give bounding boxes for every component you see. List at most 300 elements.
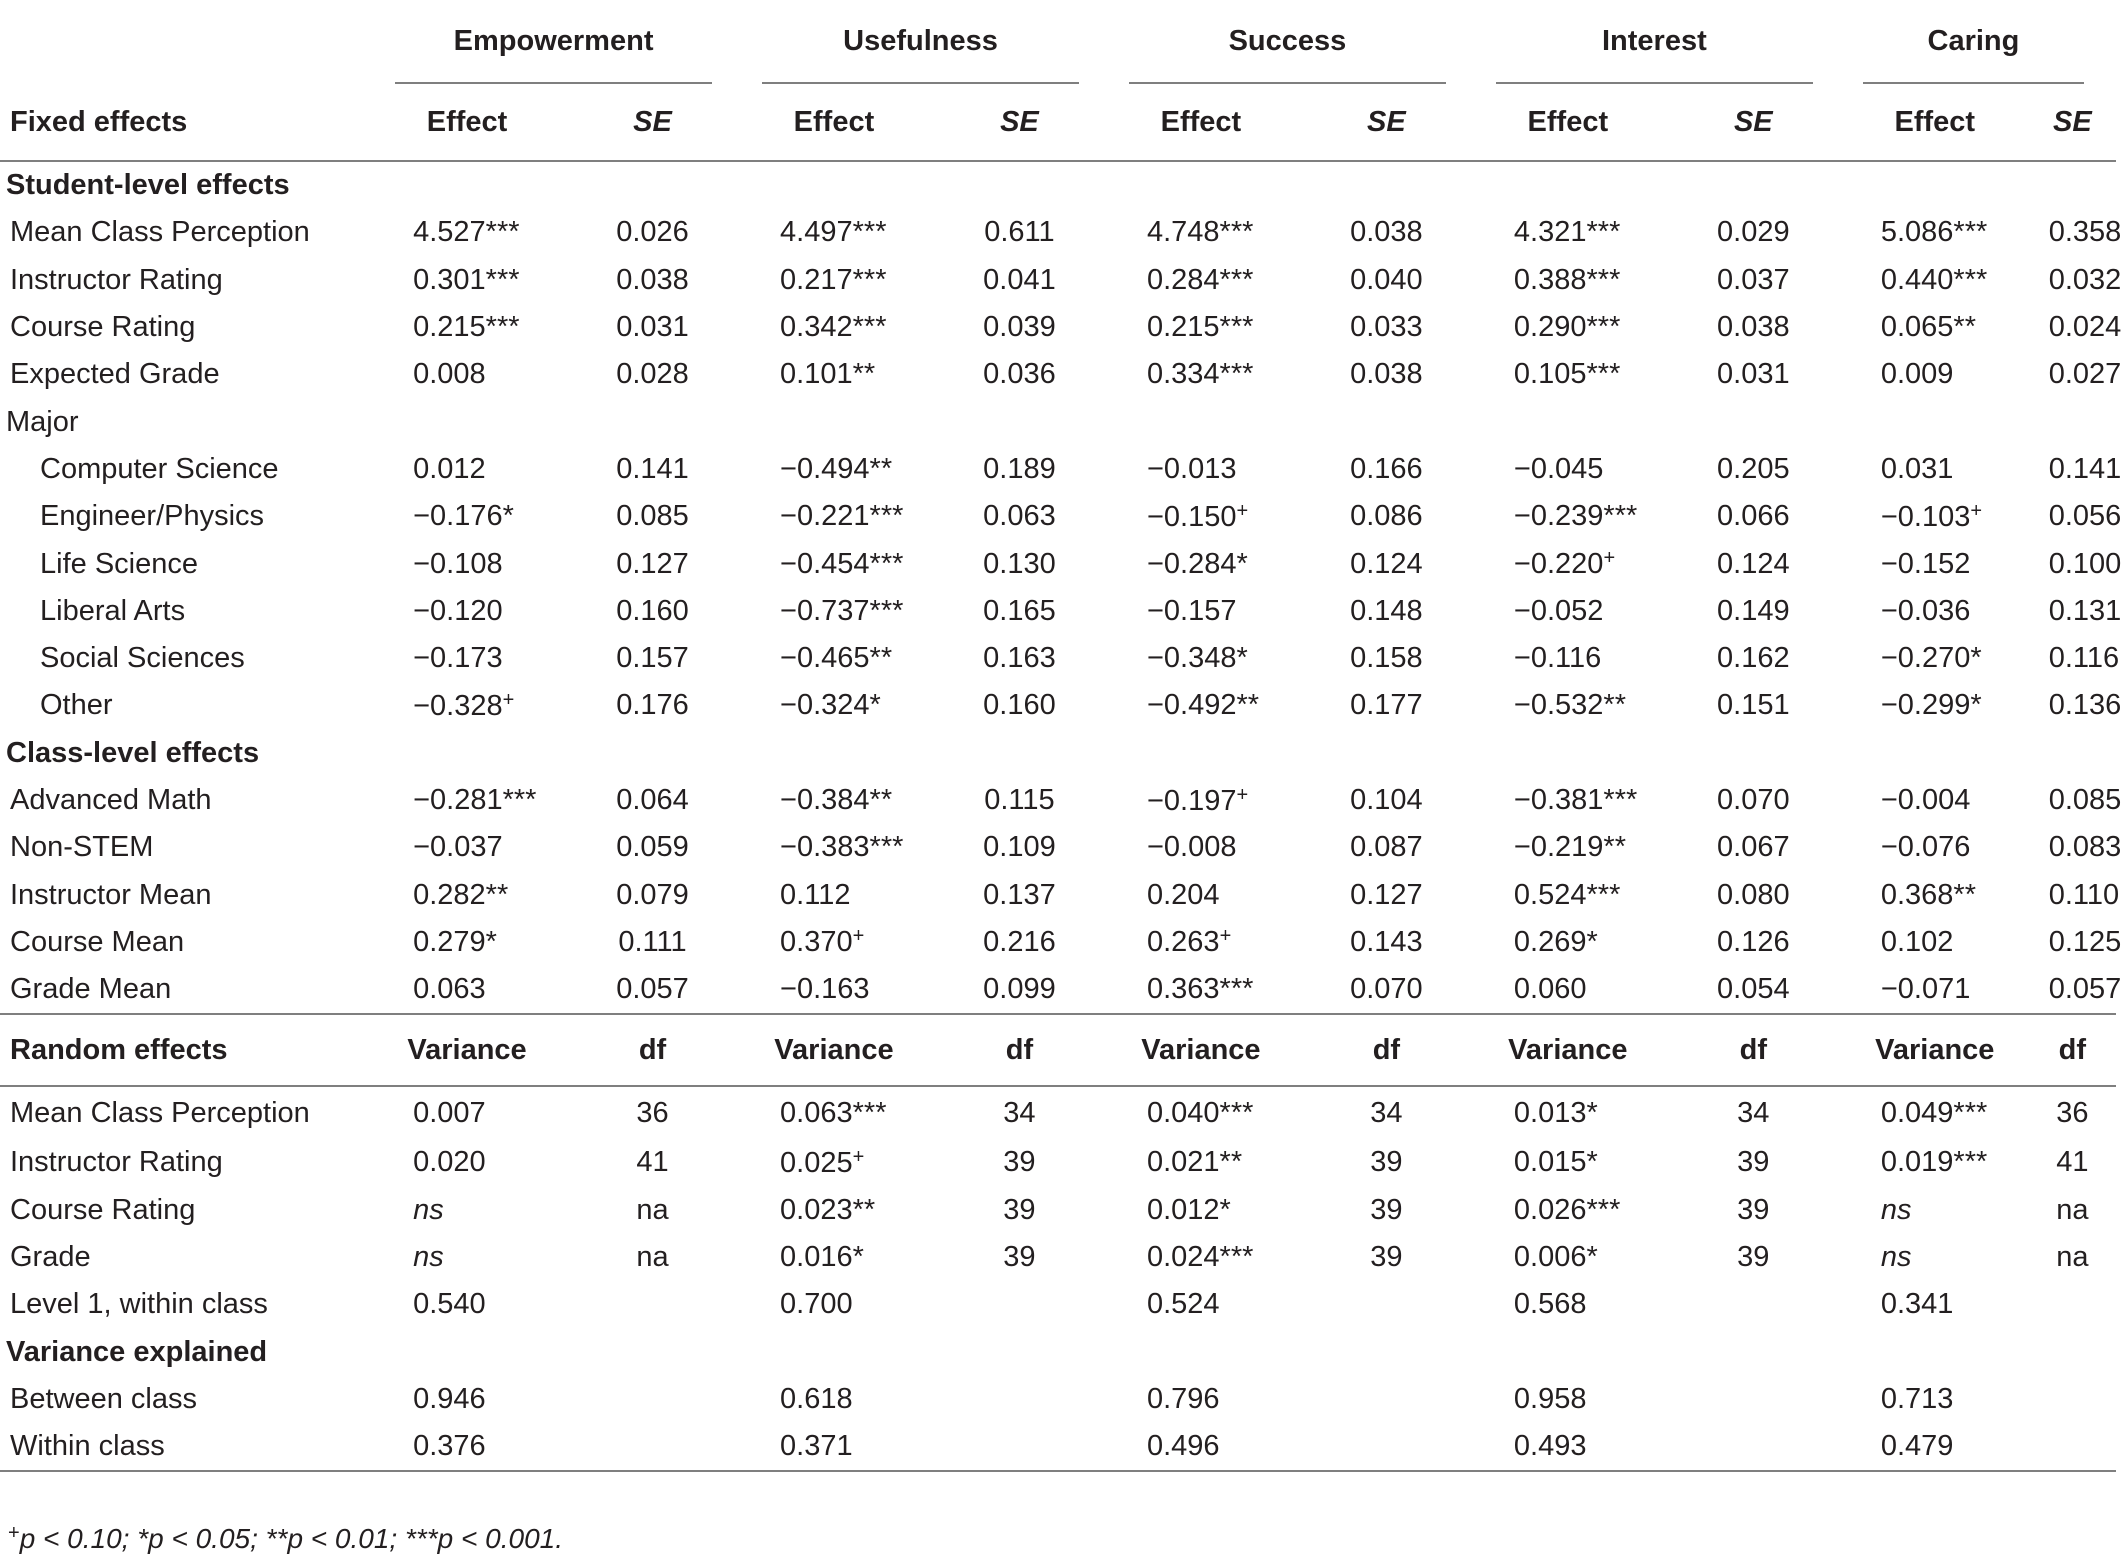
secondary-cell: 36 xyxy=(636,1096,669,1129)
empty-cell xyxy=(2049,730,2116,777)
value-cell: 0.013* xyxy=(1513,1096,1598,1129)
df-column-header: df xyxy=(2049,1014,2116,1086)
secondary-cell: 0.124 xyxy=(1350,547,1423,580)
value-cell: −0.103+ xyxy=(1880,499,1983,533)
value-cell: −0.008 xyxy=(1146,831,1237,864)
value-cell: 0.713 xyxy=(1880,1382,1954,1415)
value-cell: 0.204 xyxy=(1146,878,1220,911)
secondary-cell: 0.070 xyxy=(1350,973,1423,1006)
secondary-cell: 0.059 xyxy=(616,831,689,864)
table-row xyxy=(0,493,2116,540)
row-label: Level 1, within class xyxy=(10,1288,268,1321)
secondary-cell: 0.163 xyxy=(983,642,1056,675)
secondary-cell: 0.110 xyxy=(2048,878,2120,911)
secondary-cell: 41 xyxy=(636,1146,669,1179)
secondary-cell: 39 xyxy=(1370,1146,1403,1179)
empty-cell xyxy=(1111,730,1315,777)
value-cell: −0.219** xyxy=(1513,831,1626,864)
value-cell: 0.063 xyxy=(413,973,486,1006)
secondary-cell xyxy=(1315,1376,1478,1423)
secondary-cell: na xyxy=(636,1241,669,1274)
value-cell: 0.112 xyxy=(780,878,851,911)
empty-cell xyxy=(1478,1329,1682,1376)
secondary-cell: 0.148 xyxy=(1350,594,1423,627)
secondary-cell: 39 xyxy=(1003,1193,1036,1226)
secondary-cell: 34 xyxy=(1003,1096,1036,1129)
row-label: Between class xyxy=(10,1382,197,1415)
row-label: Course Rating xyxy=(10,311,196,344)
secondary-cell xyxy=(581,1423,744,1471)
value-cell: −0.299* xyxy=(1880,689,1982,722)
value-cell: −0.036 xyxy=(1880,594,1971,627)
secondary-cell: 0.028 xyxy=(616,358,689,391)
table-row xyxy=(0,209,2116,256)
secondary-cell: 0.057 xyxy=(2048,973,2122,1006)
secondary-cell: 0.040 xyxy=(1350,263,1423,296)
secondary-cell: 0.029 xyxy=(1717,216,1790,249)
value-cell: 0.012 xyxy=(413,452,486,485)
value-cell: −0.071 xyxy=(1880,973,1971,1006)
value-cell: 0.282** xyxy=(413,878,509,911)
value-cell: 0.105*** xyxy=(1513,358,1621,391)
fixed-effects-label: Fixed effects xyxy=(0,84,377,161)
footnote: +p < 0.10; *p < 0.05; **p < 0.01; ***p < 0.001. xyxy=(8,1522,564,1554)
secondary-cell: 0.099 xyxy=(983,973,1056,1006)
df-column-header: df xyxy=(948,1014,1111,1086)
empty-cell xyxy=(1315,730,1478,777)
secondary-cell: 0.038 xyxy=(1717,311,1790,344)
se-column-header: SE xyxy=(2049,84,2116,161)
value-cell: −0.494** xyxy=(780,452,893,485)
corner-cell xyxy=(0,0,377,84)
secondary-cell: 0.358 xyxy=(2048,216,2122,249)
value-cell: 0.065** xyxy=(1880,311,1977,344)
table-row xyxy=(0,1376,2116,1423)
secondary-cell: 0.083 xyxy=(2048,831,2122,864)
group-header-label: Interest xyxy=(1496,0,1813,84)
value-cell: ns xyxy=(413,1241,444,1274)
value-cell: −0.150+ xyxy=(1146,499,1249,533)
effect-column-header: Effect xyxy=(1478,84,1682,161)
empty-cell xyxy=(948,1329,1111,1376)
value-cell: 4.748*** xyxy=(1146,216,1254,249)
effect-column-header: Effect xyxy=(377,84,581,161)
variance-column-header: Variance xyxy=(1111,1014,1315,1086)
df-column-header: df xyxy=(581,1014,744,1086)
variance-column-header: Variance xyxy=(1478,1014,1682,1086)
row-label: Non-STEM xyxy=(10,831,154,864)
value-cell: 0.008 xyxy=(413,358,486,391)
value-cell: 0.016* xyxy=(780,1241,864,1274)
empty-cell xyxy=(2049,398,2116,445)
secondary-cell: 0.611 xyxy=(984,216,1055,249)
secondary-cell: 0.027 xyxy=(2048,358,2122,391)
value-cell: 0.368** xyxy=(1880,878,1977,911)
value-cell: 0.020 xyxy=(413,1146,486,1179)
secondary-cell: 0.125 xyxy=(2048,925,2122,958)
se-column-header: SE xyxy=(948,84,1111,161)
table-row xyxy=(0,824,2116,871)
secondary-cell: 0.116 xyxy=(2048,642,2120,675)
secondary-cell xyxy=(2049,1376,2116,1423)
table-row xyxy=(0,871,2116,918)
empty-cell xyxy=(1682,161,1845,209)
effect-column-header: Effect xyxy=(744,84,948,161)
row-label: Instructor Mean xyxy=(10,878,212,911)
empty-cell xyxy=(1682,1329,1845,1376)
table-row xyxy=(0,919,2116,966)
row-label: Grade xyxy=(10,1241,91,1274)
secondary-cell: 0.136 xyxy=(2048,689,2122,722)
group-header-empowerment xyxy=(377,0,744,84)
value-cell: −0.239*** xyxy=(1513,500,1638,533)
row-label: Liberal Arts xyxy=(40,594,186,627)
secondary-cell: na xyxy=(2056,1241,2089,1274)
variance-column-header: Variance xyxy=(1845,1014,2049,1086)
secondary-cell xyxy=(2049,1423,2116,1471)
empty-cell xyxy=(377,398,581,445)
row-label: Advanced Math xyxy=(10,784,212,816)
value-cell: −0.197+ xyxy=(1146,783,1249,817)
table-row xyxy=(0,966,2116,1014)
value-cell: 0.284*** xyxy=(1146,263,1254,296)
secondary-cell: 39 xyxy=(1003,1241,1036,1274)
table-row xyxy=(0,257,2116,304)
value-cell: −0.348* xyxy=(1146,642,1248,675)
value-cell: −0.281*** xyxy=(413,784,537,816)
value-cell: 0.388*** xyxy=(1513,263,1621,296)
secondary-cell: 0.085 xyxy=(616,500,689,533)
secondary-cell: 0.086 xyxy=(1350,500,1423,533)
secondary-cell: 0.038 xyxy=(616,263,689,296)
student-level-section-label: Student-level effects xyxy=(6,169,290,202)
row-label: Within class xyxy=(0,1423,377,1471)
value-cell: 0.524*** xyxy=(1513,878,1621,911)
class-level-section-label: Class-level effects xyxy=(6,736,260,769)
secondary-cell: 0.038 xyxy=(1350,216,1423,249)
empty-cell xyxy=(1845,398,2049,445)
secondary-cell: 0.109 xyxy=(983,831,1056,864)
variance-explained-section-label: Variance explained xyxy=(6,1335,268,1368)
secondary-cell: 0.066 xyxy=(1717,500,1790,533)
secondary-cell: 0.126 xyxy=(1717,925,1790,958)
secondary-cell: 0.033 xyxy=(1350,311,1423,344)
value-cell: 0.700 xyxy=(780,1288,853,1321)
se-column-header: SE xyxy=(581,84,744,161)
secondary-cell: 39 xyxy=(1737,1241,1770,1274)
fixed-effects-header-row xyxy=(0,84,2116,161)
table-row xyxy=(0,1187,2116,1234)
value-cell: −0.220+ xyxy=(1513,547,1616,581)
secondary-cell: 0.054 xyxy=(1717,973,1790,1006)
value-cell: 0.376 xyxy=(377,1423,581,1471)
value-cell: −0.157 xyxy=(1146,594,1237,627)
value-cell: 0.279* xyxy=(413,925,497,958)
value-cell: −0.045 xyxy=(1513,452,1604,485)
secondary-cell: 0.056 xyxy=(2048,500,2122,533)
value-cell: 0.341 xyxy=(1880,1288,1954,1321)
secondary-cell: 0.111 xyxy=(618,925,687,958)
value-cell: 0.618 xyxy=(780,1382,853,1415)
row-label: Mean Class Perception xyxy=(10,1096,310,1129)
group-header-label: Empowerment xyxy=(395,0,712,84)
secondary-cell: 0.104 xyxy=(1350,784,1423,816)
value-cell: −0.384** xyxy=(780,784,893,816)
secondary-cell: 0.216 xyxy=(983,925,1056,958)
value-cell: 0.024*** xyxy=(1146,1241,1254,1274)
value-cell: 0.026*** xyxy=(1513,1193,1621,1226)
secondary-cell: 0.064 xyxy=(616,784,689,816)
row-label: Life Science xyxy=(40,547,198,580)
table-row xyxy=(0,1281,2116,1328)
value-cell: 0.007 xyxy=(413,1096,486,1129)
row-label: Social Sciences xyxy=(40,642,245,675)
value-cell: 0.342*** xyxy=(780,311,887,344)
secondary-cell: 0.131 xyxy=(2048,594,2122,627)
secondary-cell: 0.070 xyxy=(1717,784,1790,816)
secondary-cell: 0.032 xyxy=(2048,263,2122,296)
value-cell: 0.371 xyxy=(744,1423,948,1471)
value-cell: −0.004 xyxy=(1880,784,1971,816)
value-cell: 0.031 xyxy=(1880,452,1954,485)
row-label: Course Rating xyxy=(10,1193,196,1226)
value-cell: 0.215*** xyxy=(1146,311,1254,344)
empty-cell xyxy=(744,161,948,209)
secondary-cell: 0.024 xyxy=(2048,311,2122,344)
secondary-cell: 39 xyxy=(1370,1193,1403,1226)
secondary-cell: 39 xyxy=(1737,1193,1770,1226)
value-cell: −0.037 xyxy=(413,831,503,864)
secondary-cell: 34 xyxy=(1737,1096,1770,1129)
group-header-label: Usefulness xyxy=(762,0,1079,84)
value-cell: 0.540 xyxy=(413,1288,486,1321)
group-header-caring xyxy=(1845,0,2116,84)
major-section-label: Major xyxy=(6,405,79,438)
se-column-header: SE xyxy=(1682,84,1845,161)
secondary-cell: 39 xyxy=(1003,1146,1036,1179)
value-cell: −0.120 xyxy=(413,594,503,627)
value-cell: 0.012* xyxy=(1146,1193,1231,1226)
value-cell: 0.021** xyxy=(1146,1146,1243,1179)
secondary-cell: 0.189 xyxy=(983,452,1056,485)
value-cell: 0.946 xyxy=(413,1382,486,1415)
secondary-cell: 0.063 xyxy=(983,500,1056,533)
value-cell: −0.176* xyxy=(413,500,514,533)
row-label: Expected Grade xyxy=(10,358,220,391)
variance-column-header: Variance xyxy=(377,1014,581,1086)
secondary-cell: 0.100 xyxy=(2048,547,2122,580)
secondary-cell: na xyxy=(2056,1193,2089,1226)
effect-column-header: Effect xyxy=(1111,84,1315,161)
secondary-cell xyxy=(948,1281,1111,1328)
secondary-cell: 0.057 xyxy=(616,973,689,1006)
value-cell: 0.363*** xyxy=(1146,973,1254,1006)
value-cell: 0.217*** xyxy=(780,263,887,296)
secondary-cell xyxy=(1682,1281,1845,1328)
group-header-label: Caring xyxy=(1863,0,2084,84)
secondary-cell: 0.124 xyxy=(1717,547,1790,580)
table-row xyxy=(0,1423,2116,1471)
secondary-cell: 0.080 xyxy=(1717,878,1790,911)
secondary-cell: 0.087 xyxy=(1350,831,1423,864)
value-cell: 0.060 xyxy=(1513,973,1587,1006)
secondary-cell: 0.141 xyxy=(2048,452,2122,485)
secondary-cell: 0.162 xyxy=(1717,642,1790,675)
empty-cell xyxy=(1845,730,2049,777)
row-label: Mean Class Perception xyxy=(10,216,310,249)
secondary-cell: 0.166 xyxy=(1350,452,1423,485)
secondary-cell: 0.157 xyxy=(616,642,689,675)
value-cell: −0.492** xyxy=(1146,689,1260,722)
empty-cell xyxy=(1111,1329,1315,1376)
secondary-cell xyxy=(1682,1423,1845,1471)
row-label: Computer Science xyxy=(40,452,279,485)
secondary-cell: 39 xyxy=(1737,1146,1770,1179)
value-cell: −0.013 xyxy=(1146,452,1237,485)
secondary-cell: 0.115 xyxy=(984,784,1055,816)
secondary-cell: 0.130 xyxy=(983,547,1056,580)
secondary-cell xyxy=(1682,1376,1845,1423)
secondary-cell xyxy=(1315,1423,1478,1471)
secondary-cell: 0.067 xyxy=(1717,831,1790,864)
value-cell: 0.015* xyxy=(1513,1146,1598,1179)
row-label: Other xyxy=(40,689,113,722)
secondary-cell: 0.137 xyxy=(983,878,1056,911)
secondary-cell: 0.085 xyxy=(2048,784,2122,816)
value-cell: 0.101** xyxy=(780,358,876,391)
group-header-success xyxy=(1111,0,1478,84)
group-header-usefulness xyxy=(744,0,1111,84)
secondary-cell: 0.039 xyxy=(983,311,1056,344)
value-cell: −0.328+ xyxy=(413,688,515,722)
secondary-cell: 0.149 xyxy=(1717,594,1790,627)
secondary-cell: 0.205 xyxy=(1717,452,1790,485)
value-cell: 0.334*** xyxy=(1146,358,1254,391)
value-cell: −0.454*** xyxy=(780,547,904,580)
secondary-cell xyxy=(2049,1281,2116,1328)
value-cell: 0.019*** xyxy=(1880,1146,1988,1179)
table-row xyxy=(0,304,2116,351)
df-column-header: df xyxy=(1682,1014,1845,1086)
empty-cell xyxy=(1111,398,1315,445)
row-label: Instructor Rating xyxy=(10,1146,223,1179)
row-label: Engineer/Physics xyxy=(40,500,265,533)
value-cell: 0.009 xyxy=(1880,358,1954,391)
table-row xyxy=(0,1139,2116,1186)
secondary-cell: 0.177 xyxy=(1350,689,1423,722)
random-effects-label: Random effects xyxy=(0,1014,377,1086)
value-cell: 4.321*** xyxy=(1513,216,1621,249)
value-cell: 0.025+ xyxy=(780,1145,865,1179)
effect-column-header: Effect xyxy=(1845,84,2049,161)
value-cell: 0.049*** xyxy=(1880,1096,1988,1129)
value-cell: 0.215*** xyxy=(413,311,520,344)
empty-cell xyxy=(744,1329,948,1376)
secondary-cell: 0.151 xyxy=(1717,689,1790,722)
secondary-cell xyxy=(948,1423,1111,1471)
empty-cell xyxy=(581,730,744,777)
empty-cell xyxy=(744,730,948,777)
empty-cell xyxy=(1111,161,1315,209)
se-column-header: SE xyxy=(1315,84,1478,161)
variance-column-header: Variance xyxy=(744,1014,948,1086)
empty-cell xyxy=(581,1329,744,1376)
secondary-cell: 0.165 xyxy=(983,594,1056,627)
secondary-cell: 0.141 xyxy=(616,452,689,485)
secondary-cell: 0.031 xyxy=(616,311,689,344)
secondary-cell: 36 xyxy=(2056,1096,2089,1129)
value-cell: −0.532** xyxy=(1513,689,1626,722)
secondary-cell: 0.041 xyxy=(983,263,1056,296)
secondary-cell: na xyxy=(636,1193,669,1226)
group-header-row xyxy=(0,0,2116,84)
table-row xyxy=(0,351,2116,398)
table-row xyxy=(0,635,2116,682)
value-cell: 0.524 xyxy=(1146,1288,1220,1321)
value-cell: −0.383*** xyxy=(780,831,904,864)
secondary-cell: 0.038 xyxy=(1350,358,1423,391)
df-column-header: df xyxy=(1315,1014,1478,1086)
empty-cell xyxy=(2049,161,2116,209)
value-cell: ns xyxy=(1880,1241,1912,1274)
empty-cell xyxy=(1478,161,1682,209)
value-cell: −0.052 xyxy=(1513,594,1604,627)
value-cell: 0.290*** xyxy=(1513,311,1621,344)
empty-cell xyxy=(948,730,1111,777)
empty-cell xyxy=(1315,1329,1478,1376)
secondary-cell: 0.036 xyxy=(983,358,1056,391)
value-cell: 0.006* xyxy=(1513,1241,1598,1274)
empty-cell xyxy=(581,398,744,445)
empty-cell xyxy=(948,161,1111,209)
empty-cell xyxy=(2049,1329,2116,1376)
empty-cell xyxy=(1315,161,1478,209)
variance-explained-section xyxy=(0,1329,2116,1376)
empty-cell xyxy=(1845,1329,2049,1376)
value-cell: −0.163 xyxy=(780,973,870,1006)
value-cell: 0.102 xyxy=(1880,925,1954,958)
value-cell: −0.108 xyxy=(413,547,503,580)
value-cell: −0.173 xyxy=(413,642,503,675)
secondary-cell xyxy=(1315,1281,1478,1328)
empty-cell xyxy=(1478,730,1682,777)
secondary-cell: 0.160 xyxy=(983,689,1056,722)
secondary-cell: 34 xyxy=(1370,1096,1403,1129)
value-cell: 5.086*** xyxy=(1880,216,1988,249)
major-section xyxy=(0,398,2116,445)
secondary-cell: 0.127 xyxy=(616,547,689,580)
value-cell: −0.076 xyxy=(1880,831,1971,864)
random-effects-header-row xyxy=(0,1014,2116,1086)
secondary-cell xyxy=(581,1376,744,1423)
table-row xyxy=(0,588,2116,635)
empty-cell xyxy=(1315,398,1478,445)
value-cell: 4.527*** xyxy=(413,216,520,249)
secondary-cell xyxy=(581,1281,744,1328)
value-cell: 0.496 xyxy=(1111,1423,1315,1471)
row-label: Instructor Rating xyxy=(10,263,223,296)
value-cell: 0.023** xyxy=(780,1193,876,1226)
secondary-cell: 39 xyxy=(1370,1241,1403,1274)
secondary-cell: 0.026 xyxy=(616,216,689,249)
value-cell: 0.440*** xyxy=(1880,263,1988,296)
value-cell: 0.958 xyxy=(1513,1382,1587,1415)
value-cell: ns xyxy=(413,1193,444,1226)
value-cell: 0.796 xyxy=(1146,1382,1220,1415)
value-cell: 0.263+ xyxy=(1146,925,1232,959)
table-row xyxy=(0,540,2116,587)
value-cell: −0.152 xyxy=(1880,547,1971,580)
